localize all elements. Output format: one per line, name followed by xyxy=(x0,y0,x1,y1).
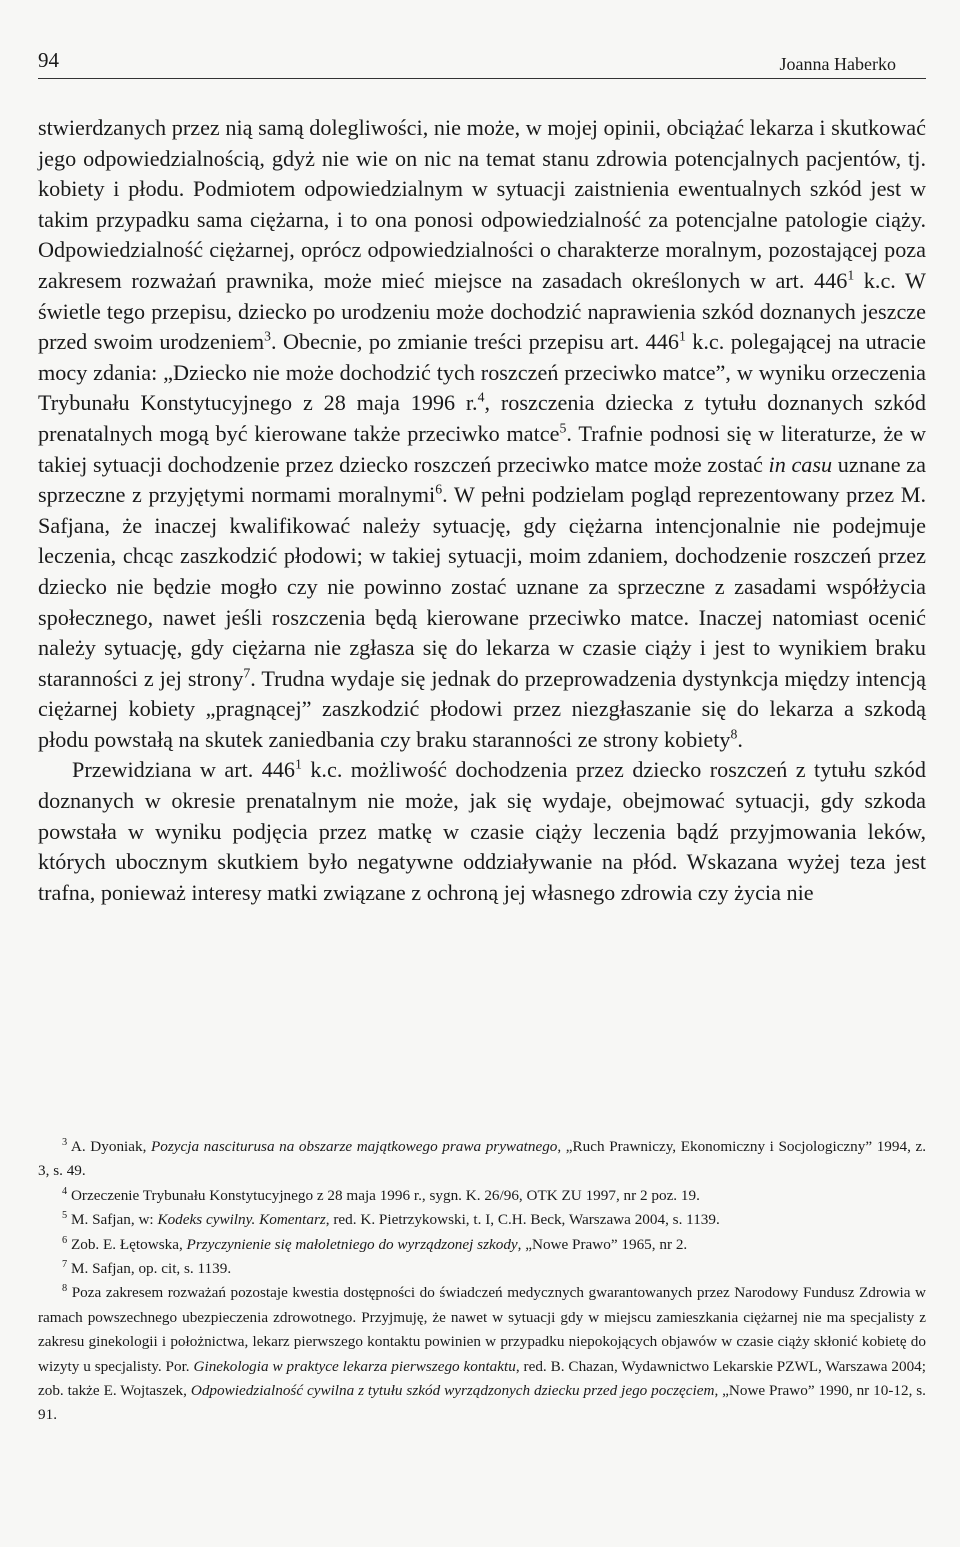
footnote-title: Przyczynienie się małoletniego do wyrządzonej szkody xyxy=(186,1235,518,1253)
footnote-title: Kodeks cywilny. Komentarz xyxy=(157,1211,326,1229)
text-run: Przewidziana w art. 446 xyxy=(72,757,296,783)
footnote-text: Zob. E. Łętowska, xyxy=(67,1235,187,1253)
body-text xyxy=(38,113,926,908)
paragraph-2 xyxy=(38,755,926,908)
footnote-ref: 6 xyxy=(435,481,443,497)
footnote-7 xyxy=(38,1257,926,1281)
superscript: 1 xyxy=(295,757,302,773)
footnotes xyxy=(38,1135,926,1428)
footnote-8 xyxy=(38,1281,926,1427)
footnote-number: 4 xyxy=(62,1185,68,1197)
footnote-6 xyxy=(38,1233,926,1257)
footnote-title: Pozycja nasciturusa na obszarze majątkowego prawa prywatnego xyxy=(151,1138,558,1155)
paragraph-1 xyxy=(38,113,926,755)
footnote-text: , „Ruch Prawniczy, Ekonomiczny i Socjologiczny” 1994, z. 3, s. 49. xyxy=(38,1138,926,1180)
footnote-number: 8 xyxy=(62,1283,68,1295)
text-run: . W pełni podzielam pogląd reprezentowany przez M. Safjana, że inaczej kwalifikować należy sytuację, gdy ciężarna intencjonalnie nie podejmuje leczenia, chcąc zaszkodzić płodowi; w takiej sytuacji, moim zdaniem, dochodzenie roszczeń przez dziecko nie będzie mogło czy nie powinno zostać uznane za sprzeczne z zasadami współżycia społecznego, nawet jeśli roszczenia będą kierowane przeciwko matce. Inaczej natomiast ocenić należy sytuację, gdy ciężarna nie zgłasza się do lekarza w czasie ciąży i jest to wynikiem braku staranności z jej strony xyxy=(38,482,926,691)
text-run: . Obecnie, po zmianie treści przepisu art. 446 xyxy=(270,329,679,355)
footnote-ref: 7 xyxy=(243,665,251,681)
footnote-number: 7 xyxy=(62,1258,68,1270)
footnote-text: Orzeczenie Trybunału Konstytucyjnego z 28 maja 1996 r., sygn. K. 26/96, OTK ZU 1997, nr 2 poz. 19. xyxy=(67,1186,700,1204)
italic-phrase: in casu xyxy=(768,451,833,477)
running-head-author: Joanna Haberko xyxy=(779,54,896,74)
footnote-text: M. Safjan, op. cit, s. 1139. xyxy=(67,1260,232,1278)
footnote-ref: 3 xyxy=(264,328,271,344)
footnote-text: , „Nowe Prawo” 1990, nr 10-12, s. 91. xyxy=(38,1382,926,1424)
footnote-text: M. Safjan, w: xyxy=(67,1211,158,1229)
footnote-3 xyxy=(38,1135,926,1184)
footnote-ref: 4 xyxy=(477,389,485,405)
footnote-title: Odpowiedzialność cywilna z tytułu szkód wyrządzonych dziecku przed jego poczęciem xyxy=(190,1382,715,1400)
footnote-text: , red. K. Pietrzykowski, t. I, C.H. Beck, Warszawa 2004, s. 1139. xyxy=(325,1211,720,1229)
text-run: uznane za sprzeczne z przyjętymi normami moralnymi xyxy=(38,451,926,508)
footnote-ref: 5 xyxy=(559,420,567,436)
superscript: 1 xyxy=(678,328,686,344)
superscript: 1 xyxy=(847,267,855,283)
footnote-number: 3 xyxy=(62,1136,68,1148)
text-run: stwierdzanych przez nią samą dolegliwości, nie może, w mojej opinii, obciążać lekarza i skutkować jego odpowiedzialnością, gdyż nie wie on nic na temat stanu zdrowia potencjalnych pacjentów, tj. kobiety i płodu. Podmiotem odpowiedzialnym w sytuacji zaistnienia ewentualnych szkód jest w takim przypadku sama ciężarna, i to ona ponosi odpowiedzialność za potencjalne patologie ciąży. Odpowiedzialność ciężarnej, oprócz odpowiedzialności o charakterze moralnym, pozostającej poza zakresem rozważań prawnika, może mieć miejsce na zasadach określonych w art. 446 xyxy=(38,115,926,293)
footnote-5 xyxy=(38,1208,926,1232)
text-run: k.c. W świetle tego przepisu, dziecko po urodzeniu może dochodzić naprawienia szkód doznanych jeszcze przed swoim urodzeniem xyxy=(38,267,927,355)
footnote-4 xyxy=(38,1184,926,1208)
footnote-text: , red. B. Chazan, Wydawnictwo Lekarskie PZWL, Warszawa 2004; zob. także E. Wojtaszek, xyxy=(38,1357,926,1400)
footnote-text: A. Dyoniak, xyxy=(67,1138,151,1155)
text-run: . Trudna wydaje się jednak do przeprowadzenia dystynkcja między intencją ciężarnej kobiety „pragnącej” zaszkodzić płodowi przez niezgłaszanie się do lekarza a szkodą płodu powstałą na skutek zaniedbania czy braku staranności ze strony kobiety xyxy=(38,665,926,752)
footnote-text: , „Nowe Prawo” 1965, nr 2. xyxy=(517,1235,688,1253)
footnote-number: 6 xyxy=(62,1234,68,1246)
text-run: . Trafnie podnosi się w literaturze, że w takiej sytuacji dochodzenie przez dziecko roszczeń przeciwko matce może zostać xyxy=(38,420,926,477)
page-number: 94 xyxy=(38,48,59,72)
text-run: , roszczenia dziecka z tytułu doznanych szkód prenatalnych mogą być kierowane także przeciwko matce xyxy=(38,390,926,446)
text-run: k.c. możliwość dochodzenia przez dziecko roszczeń z tytułu szkód doznanych w okresie prenatalnym nie może, jak się wydaje, obejmować sytuacji, gdy szkoda powstała w wyniku podjęcia przez matkę w czasie ciąży leczenia bądź przyjmowania leków, których ubocznym skutkiem było negatywne oddziaływanie na płód. Wskazana wyżej teza jest trafna, ponieważ interesy matki związane z ochroną jej własnego zdrowia czy życia nie xyxy=(38,757,926,905)
page-header xyxy=(38,48,926,79)
footnote-title: Ginekologia w praktyce lekarza pierwszego kontaktu xyxy=(193,1357,516,1375)
text-run: . xyxy=(737,726,743,752)
footnote-ref: 8 xyxy=(730,726,738,742)
footnote-number: 5 xyxy=(62,1210,68,1222)
text-run: k.c. polegającej na utracie mocy zdania: „Dziecko nie może dochodzić tych roszczeń przeciwko matce”, w wyniku orzeczenia Trybunału Konstytucyjnego z 28 maja 1996 r. xyxy=(38,329,926,416)
footnote-text: Poza zakresem rozważań pozostaje kwestia dostępności do świadczeń medycznych gwarantowanych przez Narodowy Fundusz Zdrowia w ramach powszechnego ubezpieczenia zdrowotnego. Przyjmuję, że nawet w sytuacji gdy w miejscu zamieszkania ciężarnej nie ma specjalisty z zakresu ginekologii i położnictwa, lekarz pierwszego kontaktu powinien w przypadku niepokojących objawów w czasie ciąży skłonić kobietę do wizyty u specjalisty. Por. xyxy=(38,1284,926,1375)
